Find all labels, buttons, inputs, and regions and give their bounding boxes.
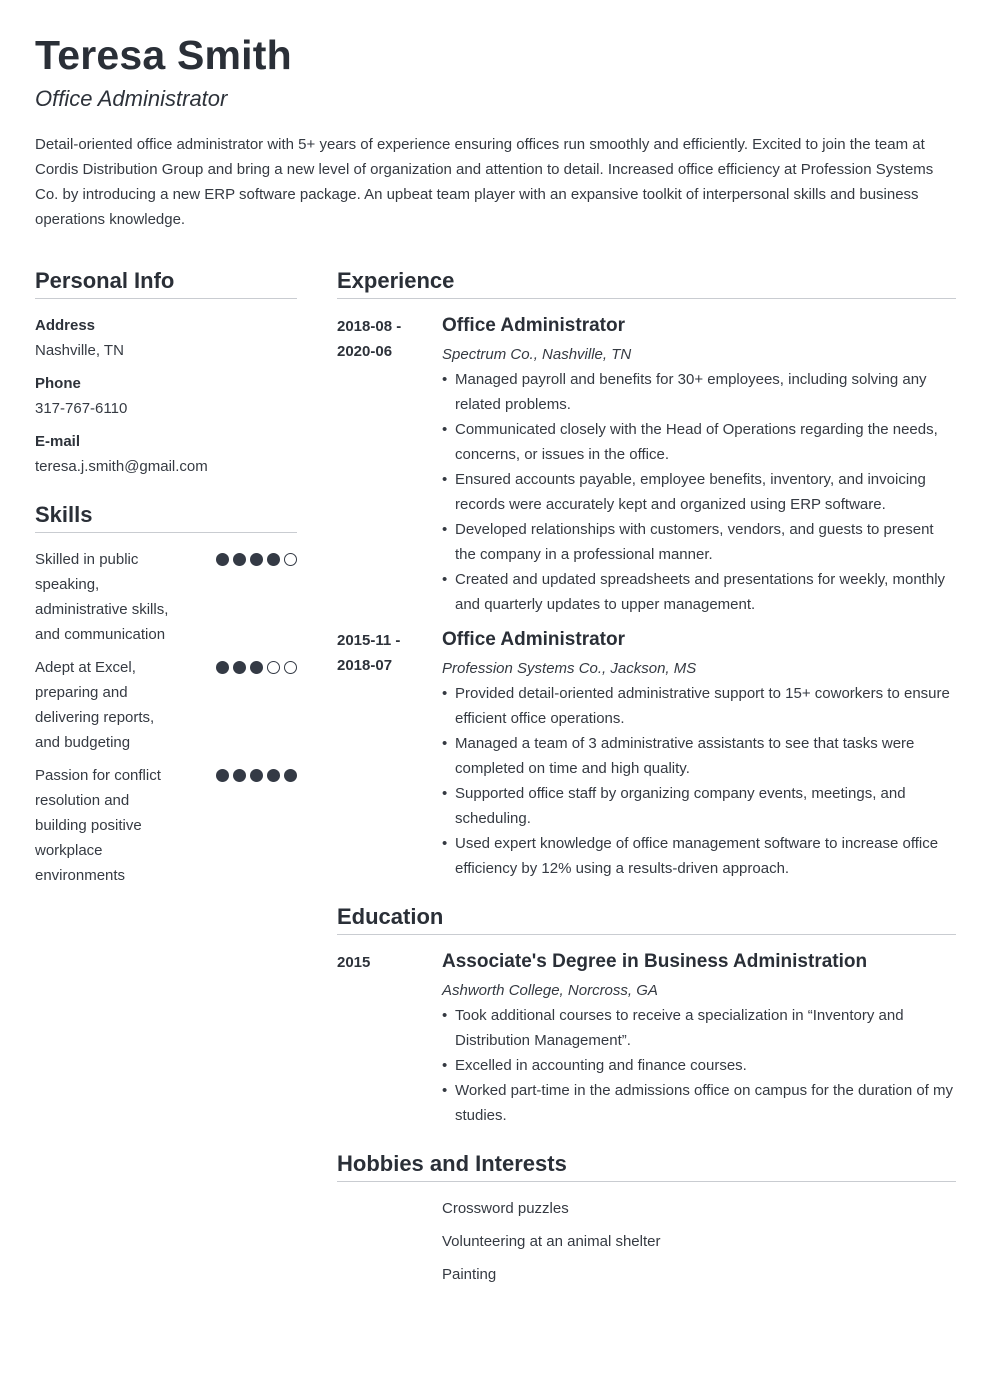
rating-dot-filled-icon xyxy=(267,553,280,566)
bullet-item: • Created and updated spreadsheets and presentations for weekly, monthly and quarterly updates to upper management. xyxy=(442,567,956,617)
experience-job-title: Office Administrator xyxy=(442,315,625,336)
candidate-name: Teresa Smith xyxy=(35,32,292,78)
education-entry xyxy=(337,949,956,1128)
bullet-item: • Ensured accounts payable, employee benefits, inventory, and invoicing records were accurately kept and organized using ERP software. xyxy=(442,467,956,517)
hobbies-heading: Hobbies and Interests xyxy=(337,1150,956,1182)
skill-rating xyxy=(216,763,297,888)
right-column xyxy=(337,267,956,1309)
hobby-item: Crossword puzzles xyxy=(442,1200,569,1217)
experience-company: Spectrum Co., Nashville, TN xyxy=(442,346,632,363)
date-start: 2018-08 - xyxy=(337,318,402,335)
email-label: E-mail xyxy=(35,433,81,450)
skill-item xyxy=(35,547,297,647)
experience-bullets xyxy=(442,681,956,881)
skill-text: Passion for conflict resolution and building positive workplace environments xyxy=(35,767,161,884)
hobbies-section xyxy=(337,1150,956,1287)
personal-info-heading: Personal Info xyxy=(35,267,297,299)
education-body xyxy=(442,949,956,1128)
experience-dates xyxy=(337,627,442,881)
education-date: 2015 xyxy=(337,954,371,971)
rating-dot-filled-icon xyxy=(233,553,246,566)
address-label: Address xyxy=(35,317,96,334)
experience-bullets xyxy=(442,367,956,617)
education-school: Ashworth College, Norcross, GA xyxy=(442,982,658,999)
experience-entry xyxy=(337,313,956,617)
skills-heading: Skills xyxy=(35,501,297,533)
skill-item xyxy=(35,763,297,888)
rating-dot-filled-icon xyxy=(216,661,229,674)
rating-dot-filled-icon xyxy=(267,769,280,782)
education-degree: Associate's Degree in Business Administration xyxy=(442,951,868,972)
education-section xyxy=(337,903,956,1128)
profile-summary: Detail-oriented office administrator with 5+ years of experience ensuring offices run smoothly and efficiently. Excited to join the team at Cordis Distribution Group and bring a new level of organization and attention to detail. Increased office efficiency at Profession Systems Co. by introducing a new ERP software package. An upbeat team player with an expansive toolkit of interpersonal skills and business operations knowledge. xyxy=(35,136,934,228)
address-value: Nashville, TN xyxy=(35,342,124,359)
bullet-item: • Worked part-time in the admissions office on campus for the duration of my studies. xyxy=(442,1078,956,1128)
bullet-item: • Used expert knowledge of office management software to increase office efficiency by 12% using a results-driven approach. xyxy=(442,831,956,881)
rating-dot-filled-icon xyxy=(250,769,263,782)
bullet-item: • Managed a team of 3 administrative assistants to see that tasks were completed on time and high quality. xyxy=(442,731,956,781)
bullet-item: • Managed payroll and benefits for 30+ employees, including solving any related problems. xyxy=(442,367,956,417)
experience-heading: Experience xyxy=(337,267,956,299)
education-list xyxy=(337,949,956,1128)
skill-text: Skilled in public speaking, administrative skills, and communication xyxy=(35,551,169,643)
rating-dot-filled-icon xyxy=(250,553,263,566)
rating-dot-filled-icon xyxy=(250,661,263,674)
experience-list xyxy=(337,313,956,881)
rating-dot-filled-icon xyxy=(284,769,297,782)
phone-value: 317-767-6110 xyxy=(35,400,128,417)
hobbies-list xyxy=(337,1196,956,1287)
job-title: Office Administrator xyxy=(35,86,228,111)
bullet-item: • Developed relationships with customers, vendors, and guests to present the company in a professional manner. xyxy=(442,517,956,567)
bullet-item: • Provided detail-oriented administrative support to 15+ coworkers to ensure efficient office operations. xyxy=(442,681,956,731)
personal-info-section xyxy=(35,267,297,479)
phone-label: Phone xyxy=(35,375,81,392)
bullet-item: • Took additional courses to receive a specialization in “Inventory and Distribution Management”. xyxy=(442,1003,956,1053)
experience-company: Profession Systems Co., Jackson, MS xyxy=(442,660,697,677)
rating-dot-filled-icon xyxy=(216,769,229,782)
skill-rating xyxy=(216,547,297,647)
rating-dot-filled-icon xyxy=(216,553,229,566)
skills-section xyxy=(35,501,297,888)
hobby-item: Painting xyxy=(442,1266,497,1283)
skill-rating xyxy=(216,655,297,755)
hobby-item: Volunteering at an animal shelter xyxy=(442,1233,661,1250)
rating-dot-empty-icon xyxy=(267,661,280,674)
date-start: 2015-11 - xyxy=(337,632,401,649)
skills-list xyxy=(35,547,297,888)
experience-entry xyxy=(337,627,956,881)
experience-body xyxy=(442,627,956,881)
bullet-item: • Excelled in accounting and finance courses. xyxy=(442,1053,956,1078)
rating-dot-empty-icon xyxy=(284,553,297,566)
education-bullets xyxy=(442,1003,956,1128)
date-end: 2020-06 xyxy=(337,343,393,360)
date-end: 2018-07 xyxy=(337,657,393,674)
experience-section xyxy=(337,267,956,881)
rating-dot-filled-icon xyxy=(233,661,246,674)
rating-dot-filled-icon xyxy=(233,769,246,782)
rating-dot-empty-icon xyxy=(284,661,297,674)
skill-item xyxy=(35,655,297,755)
left-column xyxy=(35,267,297,896)
email-value[interactable]: teresa.j.smith@gmail.com xyxy=(35,458,208,475)
education-heading: Education xyxy=(337,903,956,935)
experience-job-title: Office Administrator xyxy=(442,629,625,650)
skill-text: Adept at Excel, preparing and delivering reports, and budgeting xyxy=(35,659,155,751)
bullet-item: • Communicated closely with the Head of Operations regarding the needs, concerns, or issues in the office. xyxy=(442,417,956,467)
bullet-item: • Supported office staff by organizing company events, meetings, and scheduling. xyxy=(442,781,956,831)
experience-dates xyxy=(337,313,442,617)
experience-body xyxy=(442,313,956,617)
